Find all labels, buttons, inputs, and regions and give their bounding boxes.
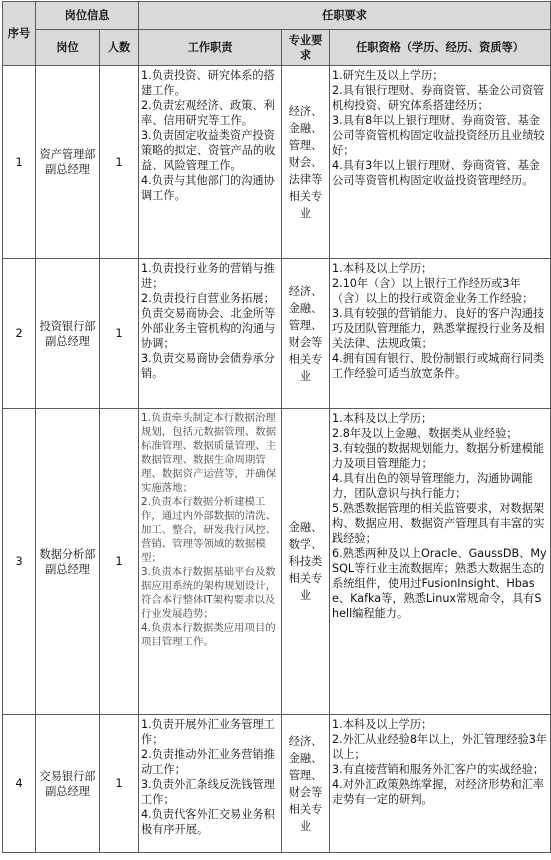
- row-seq: 1: [3, 66, 36, 259]
- row-specialty: 经济、金融、管理、财会、法律等相关专业: [282, 66, 330, 259]
- duty-item: 3.负责固定收益类资产投资策略的拟定、资管产品的收益、风险管理工作。: [141, 129, 276, 172]
- qualification-item: 4.具有3年以上银行理财、券商资管、基金公司等资管机构固定收益投资管理经历。: [332, 159, 540, 187]
- qualification-item: 2.10年（含）以上银行工作经历或3年（含）以上的投行或资金业务工作经验；: [332, 277, 534, 305]
- qualification-item: 6.熟悉两种及以上Oracle、GaussDB、MySQL等行业主流数据库；熟悉大数据生态的系统组件，使用过FusionInsight、Hbase、Kafka等，熟悉Linux常规命令，具有Shell编程能力。: [332, 547, 547, 620]
- duty-item: 4.负责本行数据类应用项目的项目管理工作。: [141, 622, 276, 648]
- qualification-item: 2.8年及以上金融、数据类从业经验；: [332, 427, 518, 440]
- qualification-item: 5.熟悉数据管理的相关监管要求，对数据架构、数据应用、数据资产管理具有丰富的实践经验；: [332, 502, 545, 545]
- qualification-item: 4.对外汇政策熟练掌握，对经济形势和汇率走势有一定的研判。: [332, 778, 545, 806]
- row-specialty: 金融、数学、科技类相关专业: [282, 409, 330, 715]
- row-seq: 4: [3, 715, 36, 853]
- qualification-item: 1.本科及以上学历；: [332, 262, 433, 275]
- row-position: 投资银行部副总经理: [36, 259, 100, 409]
- header-requirements: 任职要求: [139, 2, 551, 30]
- duty-item: 4.负责代客外汇交易业务积极有序开展。: [141, 808, 275, 836]
- row-qualifications: [330, 259, 551, 409]
- job-requirements-table: [2, 1, 551, 853]
- table-row: [3, 66, 551, 259]
- qualification-item: 3.有直接营销和服务外汇客户的实战经验；: [332, 763, 545, 776]
- row-headcount: 1: [100, 715, 139, 853]
- duty-item: 2.负责投行自营业务拓展；负责交易商协会、北金所等外部业务主管机构的沟通与协调；: [141, 292, 276, 350]
- row-qualifications: [330, 66, 551, 259]
- qualification-item: 3.具有较强的营销能力、良好的客户沟通技巧及团队管理能力，熟悉掌握投行业务及相关法律、法规政策；: [332, 307, 545, 350]
- row-position: 交易银行部副总经理: [36, 715, 100, 853]
- header-qualifications: 任职资格（学历、经历、资质等）: [330, 30, 551, 66]
- table-row: [3, 409, 551, 715]
- row-position: 数据分析部副总经理: [36, 409, 100, 715]
- header-seq: 序号: [3, 2, 36, 66]
- row-specialty: 经济、金融、管理、财会等相关专业: [282, 715, 330, 853]
- row-duties: [139, 259, 282, 409]
- header-position: 岗位: [36, 30, 100, 66]
- row-specialty: 经济、金融、管理、财会等相关专业: [282, 259, 330, 409]
- row-duties: [139, 409, 282, 715]
- duty-item: 3.负责外汇条线反洗钱管理工作；: [141, 778, 275, 806]
- row-headcount: 1: [100, 259, 139, 409]
- duty-item: 1.负责投行业务的营销与推进；: [141, 262, 275, 290]
- qualification-item: 1.本科及以上学历；: [332, 718, 433, 731]
- duty-item: 4.负责与其他部门的沟通协调工作。: [141, 174, 275, 202]
- qualification-item: 2.外汇从业经验8年以上，外汇管理经验3年以上；: [332, 733, 548, 761]
- qualification-item: 4.拥有国有银行、股份制银行或城商行同类工作经验可适当放宽条件。: [332, 352, 545, 380]
- duty-item: 1.负责开展外汇业务管理工作；: [141, 718, 275, 746]
- row-seq: 3: [3, 409, 36, 715]
- row-qualifications: [330, 409, 551, 715]
- duty-item: 2.负责宏观经济、政策、利率、信用研究等工作。: [141, 99, 275, 127]
- qualification-item: 4.具有出色的领导管理能力，沟通协调能力，团队意识与执行能力；: [332, 472, 533, 500]
- duty-item: 3.负责本行数据基础平台及数据应用系统的架构规划设计，符合本行整体IT架构要求以及行业发展趋势；: [141, 566, 277, 620]
- duty-item: 2.负责推动外汇业务营销推动工作；: [141, 748, 275, 776]
- qualification-item: 1.本科及以上学历；: [332, 412, 433, 425]
- row-seq: 2: [3, 259, 36, 409]
- header-specialty: 专业要求: [282, 30, 330, 66]
- qualification-item: 3.有较强的数据规划能力、数据分析建模能力及项目管理能力；: [332, 442, 545, 470]
- row-headcount: 1: [100, 409, 139, 715]
- qualification-item: 3.具有8年以上银行理财、券商资管、基金公司等资管机构固定收益投资经历且业绩较好；: [332, 114, 545, 157]
- header-duties: 工作职责: [139, 30, 282, 66]
- duty-item: 2.负责本行数据分析建模工作，通过内外部数据的清洗、加工、整合，研发我行风控、营销、管理等领域的数据模型；: [141, 496, 277, 564]
- duty-item: 3.负责交易商协会债券承分销。: [141, 352, 275, 380]
- row-duties: [139, 66, 282, 259]
- header-position-info: 岗位信息: [36, 2, 139, 30]
- row-qualifications: [330, 715, 551, 853]
- duty-item: 1.负责牵头制定本行数据治理规划，包括元数据管理、数据标准管理、数据质量管理、主数据管理、数据生命周期管理、数据资产运营等，并确保实施落地；: [141, 412, 277, 494]
- qualification-item: 2.具有银行理财、券商资管、基金公司资管机构投资、研究体系搭建经历；: [332, 84, 545, 112]
- row-position: 资产管理部副总经理: [36, 66, 100, 259]
- table-row: [3, 715, 551, 853]
- table-row: [3, 259, 551, 409]
- duty-item: 1.负责投资、研究体系的搭建工作。: [141, 69, 275, 97]
- row-headcount: 1: [100, 66, 139, 259]
- header-headcount: 人数: [100, 30, 139, 66]
- qualification-item: 1.研究生及以上学历；: [332, 69, 444, 82]
- row-duties: [139, 715, 282, 853]
